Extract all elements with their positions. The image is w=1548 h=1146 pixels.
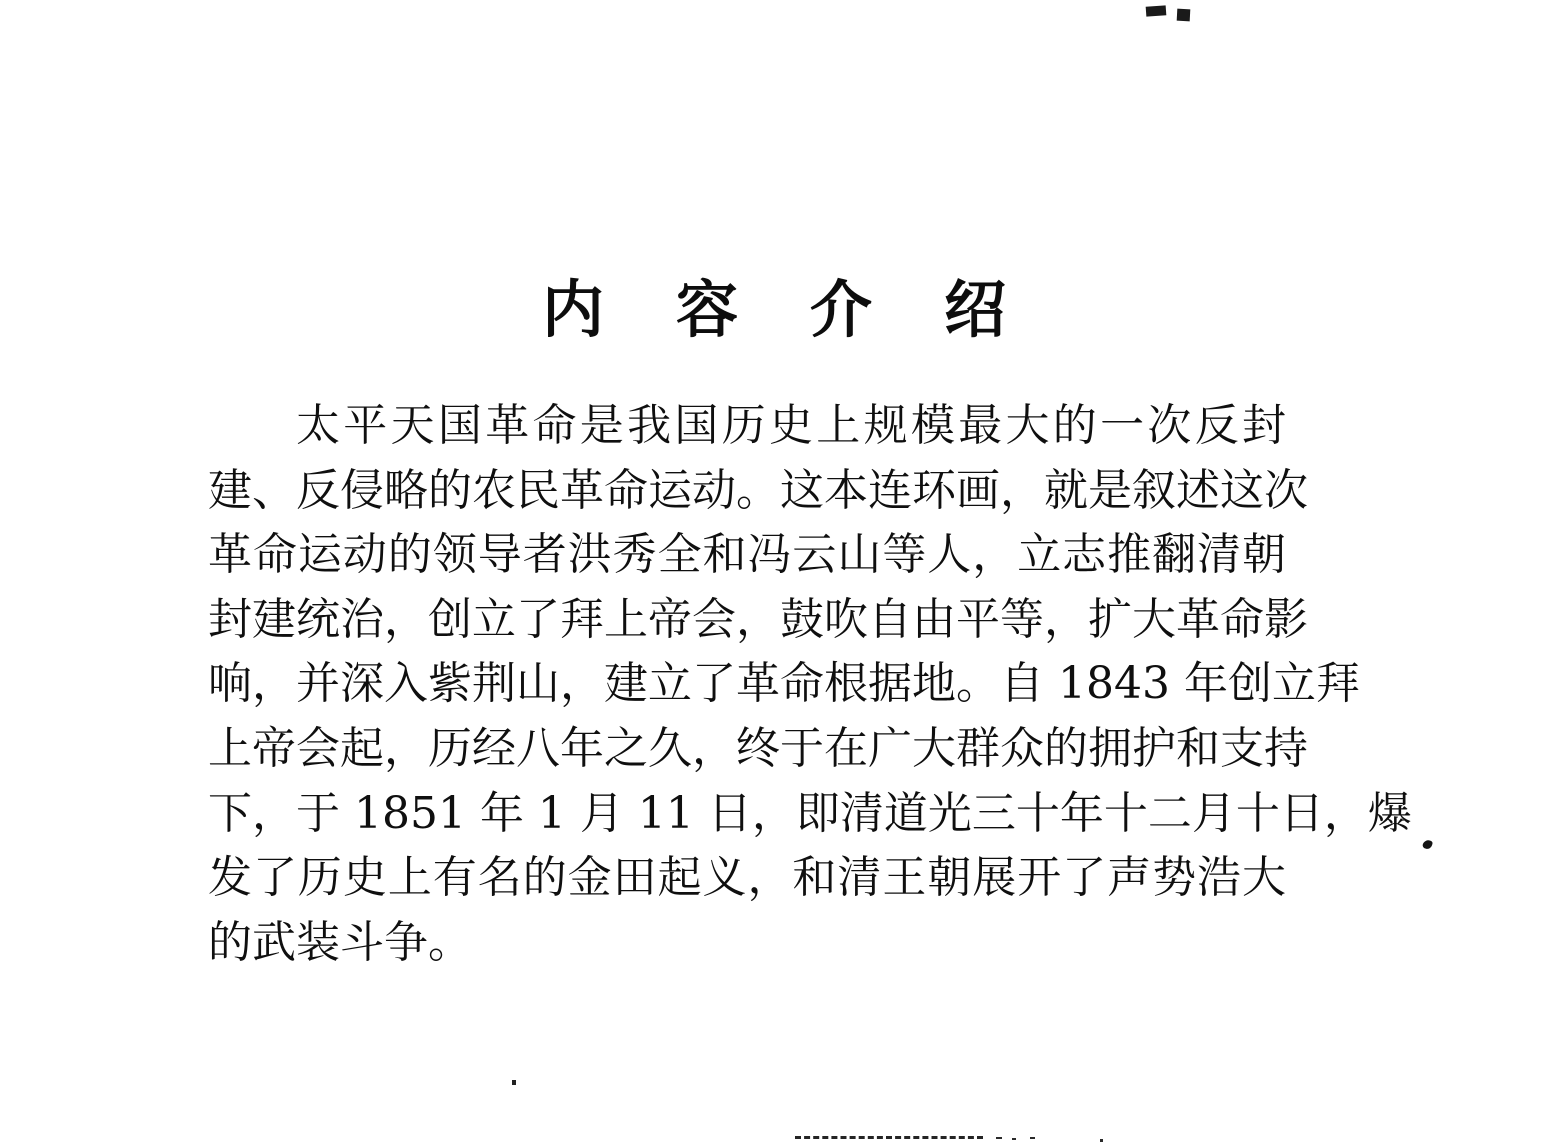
paragraph-line: 响，并深入紫荆山，建立了革命根据地。自 1843 年创立拜 [208, 658, 1360, 710]
paragraph-line: 封建统治，创立了拜上帝会，鼓吹自由平等，扩大革命影 [208, 593, 1308, 645]
scan-artifact-top-right-1 [1146, 5, 1167, 16]
scan-artifact-speck [1012, 1138, 1016, 1140]
scan-artifact-top-right-2 [1177, 9, 1191, 22]
paragraph-line: 下，于 1851 年 1 月 11 日，即清道光三十年十二月十日，爆 [208, 787, 1412, 839]
paragraph-line: 上帝会起，历经八年之久，终于在广大群众的拥护和支持 [208, 722, 1308, 774]
scan-artifact-dashed-line [795, 1136, 983, 1139]
scan-artifact-speck [1100, 1139, 1103, 1142]
paragraph-line: 发了历史上有名的金田起义，和清王朝展开了声势浩大 [208, 852, 1286, 904]
scan-artifact-speck [512, 1080, 516, 1085]
scan-artifact-comma-mark [1422, 839, 1433, 850]
page-title: 内容介绍 [541, 272, 1078, 346]
paragraph-line: 革命运动的领导者洪秀全和冯云山等人，立志推翻清朝 [208, 529, 1286, 581]
scan-artifact-speck [1030, 1137, 1035, 1139]
paragraph-line: 太平天国革命是我国历史上规模最大的一次反封 [296, 400, 1286, 451]
paragraph-line: 建、反侵略的农民革命运动。这本连环画，就是叙述这次 [208, 464, 1308, 516]
intro-paragraph [208, 394, 1412, 975]
paragraph-line: 的武装斗争。 [208, 916, 472, 968]
scan-artifact-speck [996, 1137, 1002, 1139]
